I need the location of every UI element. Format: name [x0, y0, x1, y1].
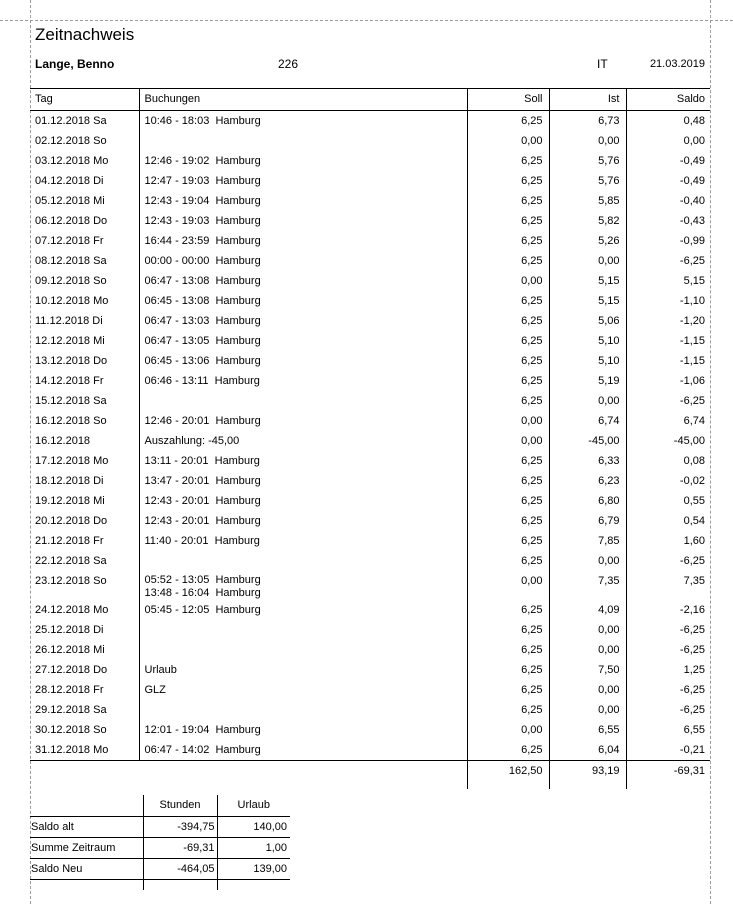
timesheet-row — [30, 740, 710, 761]
summary-urlaub-value: 140,00 — [217, 817, 290, 838]
timesheet-table — [30, 88, 710, 789]
row-ist: 5,06 — [549, 311, 626, 331]
row-soll: 6,25 — [467, 620, 549, 640]
row-ist: 5,85 — [549, 191, 626, 211]
row-ist: 5,76 — [549, 171, 626, 191]
summary-row-summe-zeitraum — [30, 838, 290, 859]
row-soll: 0,00 — [467, 720, 549, 740]
summary-urlaub-value: 1,00 — [217, 838, 290, 859]
row-date: 16.12.2018 — [35, 435, 91, 447]
timesheet-row — [30, 471, 710, 491]
row-date: 15.12.2018 Sa — [35, 395, 107, 407]
row-saldo: -6,25 — [626, 251, 710, 271]
summary-stub-cell — [143, 880, 217, 890]
row-date: 01.12.2018 Sa — [35, 115, 107, 127]
row-bookings — [139, 211, 467, 231]
summary-stub-cell — [217, 880, 290, 890]
row-saldo: 0,00 — [626, 131, 710, 151]
row-soll: 6,25 — [467, 680, 549, 700]
timesheet-row — [30, 131, 710, 151]
booking-line: 10:46 - 18:03 Hamburg — [144, 115, 261, 127]
row-bookings — [139, 491, 467, 511]
row-soll: 6,25 — [467, 640, 549, 660]
row-bookings — [139, 680, 467, 700]
row-date: 24.12.2018 Mo — [35, 604, 109, 616]
row-ist: 0,00 — [549, 391, 626, 411]
row-saldo: 5,15 — [626, 271, 710, 291]
timesheet-row — [30, 491, 710, 511]
row-soll: 6,25 — [467, 231, 549, 251]
row-bookings — [139, 351, 467, 371]
row-bookings — [139, 151, 467, 171]
row-date: 06.12.2018 Do — [35, 215, 108, 227]
booking-line: Urlaub — [144, 664, 177, 676]
summary-stub-cell — [30, 880, 143, 890]
row-bookings — [139, 431, 467, 451]
row-bookings — [139, 620, 467, 640]
row-date: 03.12.2018 Mo — [35, 155, 109, 167]
row-saldo: -6,25 — [626, 551, 710, 571]
row-bookings — [139, 271, 467, 291]
row-soll: 0,00 — [467, 271, 549, 291]
row-date: 08.12.2018 Sa — [35, 255, 107, 267]
column-header-soll: Soll — [467, 89, 549, 111]
booking-line: 12:01 - 19:04 Hamburg — [144, 724, 261, 736]
timesheet-row — [30, 411, 710, 431]
total-ist: 93,19 — [549, 761, 626, 789]
timesheet-row — [30, 311, 710, 331]
timesheet-row — [30, 371, 710, 391]
row-soll: 6,25 — [467, 171, 549, 191]
row-ist: 6,23 — [549, 471, 626, 491]
row-saldo: 0,55 — [626, 491, 710, 511]
booking-line: 06:45 - 13:08 Hamburg — [144, 295, 261, 307]
column-header-ist: Ist — [549, 89, 626, 111]
row-ist: 0,00 — [549, 551, 626, 571]
row-saldo: -0,21 — [626, 740, 710, 761]
timesheet-row — [30, 291, 710, 311]
row-soll: 6,25 — [467, 491, 549, 511]
row-soll: 6,25 — [467, 391, 549, 411]
row-saldo: -6,25 — [626, 640, 710, 660]
timesheet-row — [30, 351, 710, 371]
row-bookings — [139, 331, 467, 351]
row-soll: 6,25 — [467, 371, 549, 391]
row-saldo: -1,10 — [626, 291, 710, 311]
timesheet-row — [30, 531, 710, 551]
row-soll: 6,25 — [467, 211, 549, 231]
department: IT — [597, 57, 608, 71]
row-ist: 5,10 — [549, 331, 626, 351]
row-bookings — [139, 720, 467, 740]
row-date: 02.12.2018 So — [35, 135, 107, 147]
row-bookings — [139, 171, 467, 191]
row-bookings — [139, 311, 467, 331]
row-ist: 0,00 — [549, 680, 626, 700]
row-ist: 6,55 — [549, 720, 626, 740]
row-saldo: -1,06 — [626, 371, 710, 391]
row-soll: 6,25 — [467, 600, 549, 620]
row-bookings — [139, 531, 467, 551]
timesheet-row — [30, 391, 710, 411]
timesheet-header-row — [30, 89, 710, 111]
row-bookings — [139, 700, 467, 720]
row-date: 16.12.2018 So — [35, 415, 107, 427]
row-date: 07.12.2018 Fr — [35, 235, 104, 247]
row-date: 20.12.2018 Do — [35, 515, 108, 527]
booking-line: 11:40 - 20:01 Hamburg — [144, 535, 260, 547]
total-soll: 162,50 — [467, 761, 549, 789]
row-soll: 6,25 — [467, 331, 549, 351]
column-header-tag: Tag — [30, 89, 139, 111]
row-saldo: -0,49 — [626, 171, 710, 191]
row-bookings — [139, 371, 467, 391]
row-soll: 0,00 — [467, 131, 549, 151]
row-date: 05.12.2018 Mi — [35, 195, 105, 207]
summary-urlaub-value: 139,00 — [217, 859, 290, 880]
row-ist: -45,00 — [549, 431, 626, 451]
row-soll: 0,00 — [467, 411, 549, 431]
row-ist: 5,10 — [549, 351, 626, 371]
summary-header-urlaub: Urlaub — [217, 795, 290, 817]
timesheet-row — [30, 191, 710, 211]
booking-line: 13:11 - 20:01 Hamburg — [144, 455, 260, 467]
row-date: 31.12.2018 Mo — [35, 744, 109, 756]
row-date: 12.12.2018 Mi — [35, 335, 105, 347]
row-ist: 7,35 — [549, 571, 626, 600]
row-ist: 0,00 — [549, 620, 626, 640]
booking-line: 12:47 - 19:03 Hamburg — [144, 175, 261, 187]
row-soll: 6,25 — [467, 311, 549, 331]
row-date: 29.12.2018 Sa — [35, 704, 107, 716]
summary-header-stunden: Stunden — [143, 795, 217, 817]
row-soll: 6,25 — [467, 151, 549, 171]
row-bookings — [139, 511, 467, 531]
row-saldo: -1,15 — [626, 351, 710, 371]
booking-line: 06:47 - 13:08 Hamburg — [144, 275, 261, 287]
row-ist: 5,15 — [549, 271, 626, 291]
row-saldo: 0,08 — [626, 451, 710, 471]
summary-stunden-value: -464,05 — [143, 859, 217, 880]
timesheet-row — [30, 111, 710, 132]
row-bookings — [139, 640, 467, 660]
summary-stunden-value: -69,31 — [143, 838, 217, 859]
row-date: 21.12.2018 Fr — [35, 535, 104, 547]
timesheet-row — [30, 211, 710, 231]
summary-stunden-value: -394,75 — [143, 817, 217, 838]
row-soll: 6,25 — [467, 531, 549, 551]
row-bookings — [139, 191, 467, 211]
row-date: 13.12.2018 Do — [35, 355, 108, 367]
booking-line: 12:43 - 19:03 Hamburg — [144, 215, 261, 227]
row-bookings — [139, 111, 467, 132]
summary-row-saldo-alt — [30, 817, 290, 838]
booking-line: 05:52 - 13:05 Hamburg — [144, 574, 261, 586]
top-margin-guide — [0, 20, 733, 21]
row-date: 04.12.2018 Di — [35, 175, 104, 187]
row-saldo: -0,02 — [626, 471, 710, 491]
summary-label: Saldo alt — [30, 817, 143, 838]
timesheet-body — [30, 111, 710, 761]
row-date: 26.12.2018 Mi — [35, 644, 105, 656]
booking-line: 06:47 - 14:02 Hamburg — [144, 744, 261, 756]
row-bookings — [139, 291, 467, 311]
booking-line: 06:47 - 13:03 Hamburg — [144, 315, 261, 327]
row-ist: 6,80 — [549, 491, 626, 511]
row-bookings — [139, 451, 467, 471]
totals-spacer — [30, 761, 467, 789]
booking-line: 12:43 - 20:01 Hamburg — [144, 515, 261, 527]
row-ist: 7,85 — [549, 531, 626, 551]
row-saldo: -45,00 — [626, 431, 710, 451]
row-saldo: 1,25 — [626, 660, 710, 680]
booking-line: 13:48 - 16:04 Hamburg — [144, 587, 261, 599]
row-saldo: -0,49 — [626, 151, 710, 171]
row-ist: 0,00 — [549, 251, 626, 271]
row-saldo: 6,74 — [626, 411, 710, 431]
row-ist: 5,15 — [549, 291, 626, 311]
row-saldo: -1,15 — [626, 331, 710, 351]
row-ist: 0,00 — [549, 131, 626, 151]
booking-line: 16:44 - 23:59 Hamburg — [144, 235, 261, 247]
summary-label: Saldo Neu — [30, 859, 143, 880]
row-saldo: 7,35 — [626, 571, 710, 600]
timesheet-row — [30, 551, 710, 571]
row-date: 27.12.2018 Do — [35, 664, 108, 676]
timesheet-row — [30, 660, 710, 680]
row-date: 14.12.2018 Fr — [35, 375, 104, 387]
row-ist: 0,00 — [549, 640, 626, 660]
totals-row — [30, 761, 710, 789]
row-bookings — [139, 411, 467, 431]
row-ist: 5,26 — [549, 231, 626, 251]
row-saldo: -6,25 — [626, 391, 710, 411]
timesheet-row — [30, 431, 710, 451]
booking-line: 12:46 - 20:01 Hamburg — [144, 415, 261, 427]
row-bookings — [139, 391, 467, 411]
total-saldo: -69,31 — [626, 761, 710, 789]
row-soll: 6,25 — [467, 740, 549, 761]
timesheet-row — [30, 331, 710, 351]
summary-header-row — [30, 795, 290, 817]
row-bookings — [139, 600, 467, 620]
row-soll: 6,25 — [467, 551, 549, 571]
row-date: 11.12.2018 Di — [35, 315, 103, 327]
row-date: 30.12.2018 So — [35, 724, 107, 736]
timesheet-row — [30, 600, 710, 620]
row-soll: 6,25 — [467, 351, 549, 371]
row-date: 10.12.2018 Mo — [35, 295, 109, 307]
booking-line: 13:47 - 20:01 Hamburg — [144, 475, 261, 487]
row-soll: 6,25 — [467, 291, 549, 311]
row-ist: 6,74 — [549, 411, 626, 431]
row-soll: 0,00 — [467, 571, 549, 600]
row-saldo: 0,54 — [626, 511, 710, 531]
timesheet-row — [30, 680, 710, 700]
booking-line: 06:45 - 13:06 Hamburg — [144, 355, 261, 367]
booking-line: 05:45 - 12:05 Hamburg — [144, 604, 261, 616]
column-header-buchungen: Buchungen — [139, 89, 467, 111]
row-bookings — [139, 740, 467, 761]
timesheet-row — [30, 720, 710, 740]
row-ist: 5,82 — [549, 211, 626, 231]
row-saldo: -0,40 — [626, 191, 710, 211]
timesheet-row — [30, 231, 710, 251]
row-soll: 6,25 — [467, 191, 549, 211]
row-saldo: 0,48 — [626, 111, 710, 132]
row-date: 09.12.2018 So — [35, 275, 107, 287]
row-saldo: 6,55 — [626, 720, 710, 740]
row-soll: 6,25 — [467, 660, 549, 680]
column-header-saldo: Saldo — [626, 89, 710, 111]
row-bookings — [139, 231, 467, 251]
row-saldo: -0,43 — [626, 211, 710, 231]
row-saldo: 1,60 — [626, 531, 710, 551]
row-bookings — [139, 571, 467, 600]
booking-line: 06:46 - 13:11 Hamburg — [144, 375, 260, 387]
booking-line: 12:46 - 19:02 Hamburg — [144, 155, 261, 167]
summary-row-saldo-neu — [30, 859, 290, 880]
row-date: 18.12.2018 Di — [35, 475, 104, 487]
row-soll: 6,25 — [467, 251, 549, 271]
row-date: 23.12.2018 So — [35, 575, 107, 587]
row-saldo: -1,20 — [626, 311, 710, 331]
booking-line: 12:43 - 19:04 Hamburg — [144, 195, 261, 207]
timesheet-row — [30, 251, 710, 271]
row-saldo: -6,25 — [626, 680, 710, 700]
row-soll: 6,25 — [467, 700, 549, 720]
row-soll: 6,25 — [467, 111, 549, 132]
booking-line: 06:47 - 13:05 Hamburg — [144, 335, 261, 347]
page-title: Zeitnachweis — [35, 25, 135, 44]
row-date: 25.12.2018 Di — [35, 624, 104, 636]
row-date: 28.12.2018 Fr — [35, 684, 104, 696]
timesheet-row — [30, 640, 710, 660]
summary-label: Summe Zeitraum — [30, 838, 143, 859]
timesheet-row — [30, 271, 710, 291]
row-ist: 6,73 — [549, 111, 626, 132]
row-saldo: -0,99 — [626, 231, 710, 251]
timesheet-row — [30, 700, 710, 720]
row-saldo: -6,25 — [626, 700, 710, 720]
row-bookings — [139, 131, 467, 151]
row-ist: 0,00 — [549, 700, 626, 720]
row-bookings — [139, 251, 467, 271]
timesheet-row — [30, 511, 710, 531]
booking-line: GLZ — [144, 684, 166, 696]
row-ist: 7,50 — [549, 660, 626, 680]
summary-header-spacer — [30, 795, 143, 817]
row-bookings — [139, 660, 467, 680]
timesheet-row — [30, 171, 710, 191]
row-ist: 4,09 — [549, 600, 626, 620]
row-saldo: -6,25 — [626, 620, 710, 640]
employee-number: 226 — [278, 57, 299, 71]
row-ist: 6,04 — [549, 740, 626, 761]
row-ist: 5,76 — [549, 151, 626, 171]
summary-table — [30, 795, 290, 890]
timesheet-row — [30, 151, 710, 171]
row-ist: 6,33 — [549, 451, 626, 471]
booking-line: 12:43 - 20:01 Hamburg — [144, 495, 261, 507]
row-bookings — [139, 551, 467, 571]
timesheet-row — [30, 571, 710, 600]
print-date: 21.03.2019 — [649, 58, 705, 70]
row-saldo: -2,16 — [626, 600, 710, 620]
row-date: 17.12.2018 Mo — [35, 455, 109, 467]
right-margin-guide — [710, 0, 711, 904]
row-date: 19.12.2018 Mi — [35, 495, 105, 507]
row-soll: 6,25 — [467, 471, 549, 491]
row-date: 22.12.2018 Sa — [35, 555, 107, 567]
row-ist: 5,19 — [549, 371, 626, 391]
booking-line: 00:00 - 00:00 Hamburg — [144, 255, 261, 267]
row-soll: 0,00 — [467, 431, 549, 451]
row-bookings — [139, 471, 467, 491]
row-ist: 6,79 — [549, 511, 626, 531]
summary-line-stub-row — [30, 880, 290, 890]
employee-name: Lange, Benno — [35, 57, 115, 71]
timesheet-row — [30, 620, 710, 640]
row-soll: 6,25 — [467, 451, 549, 471]
timesheet-row — [30, 451, 710, 471]
booking-line: Auszahlung: -45,00 — [144, 435, 240, 447]
row-soll: 6,25 — [467, 511, 549, 531]
